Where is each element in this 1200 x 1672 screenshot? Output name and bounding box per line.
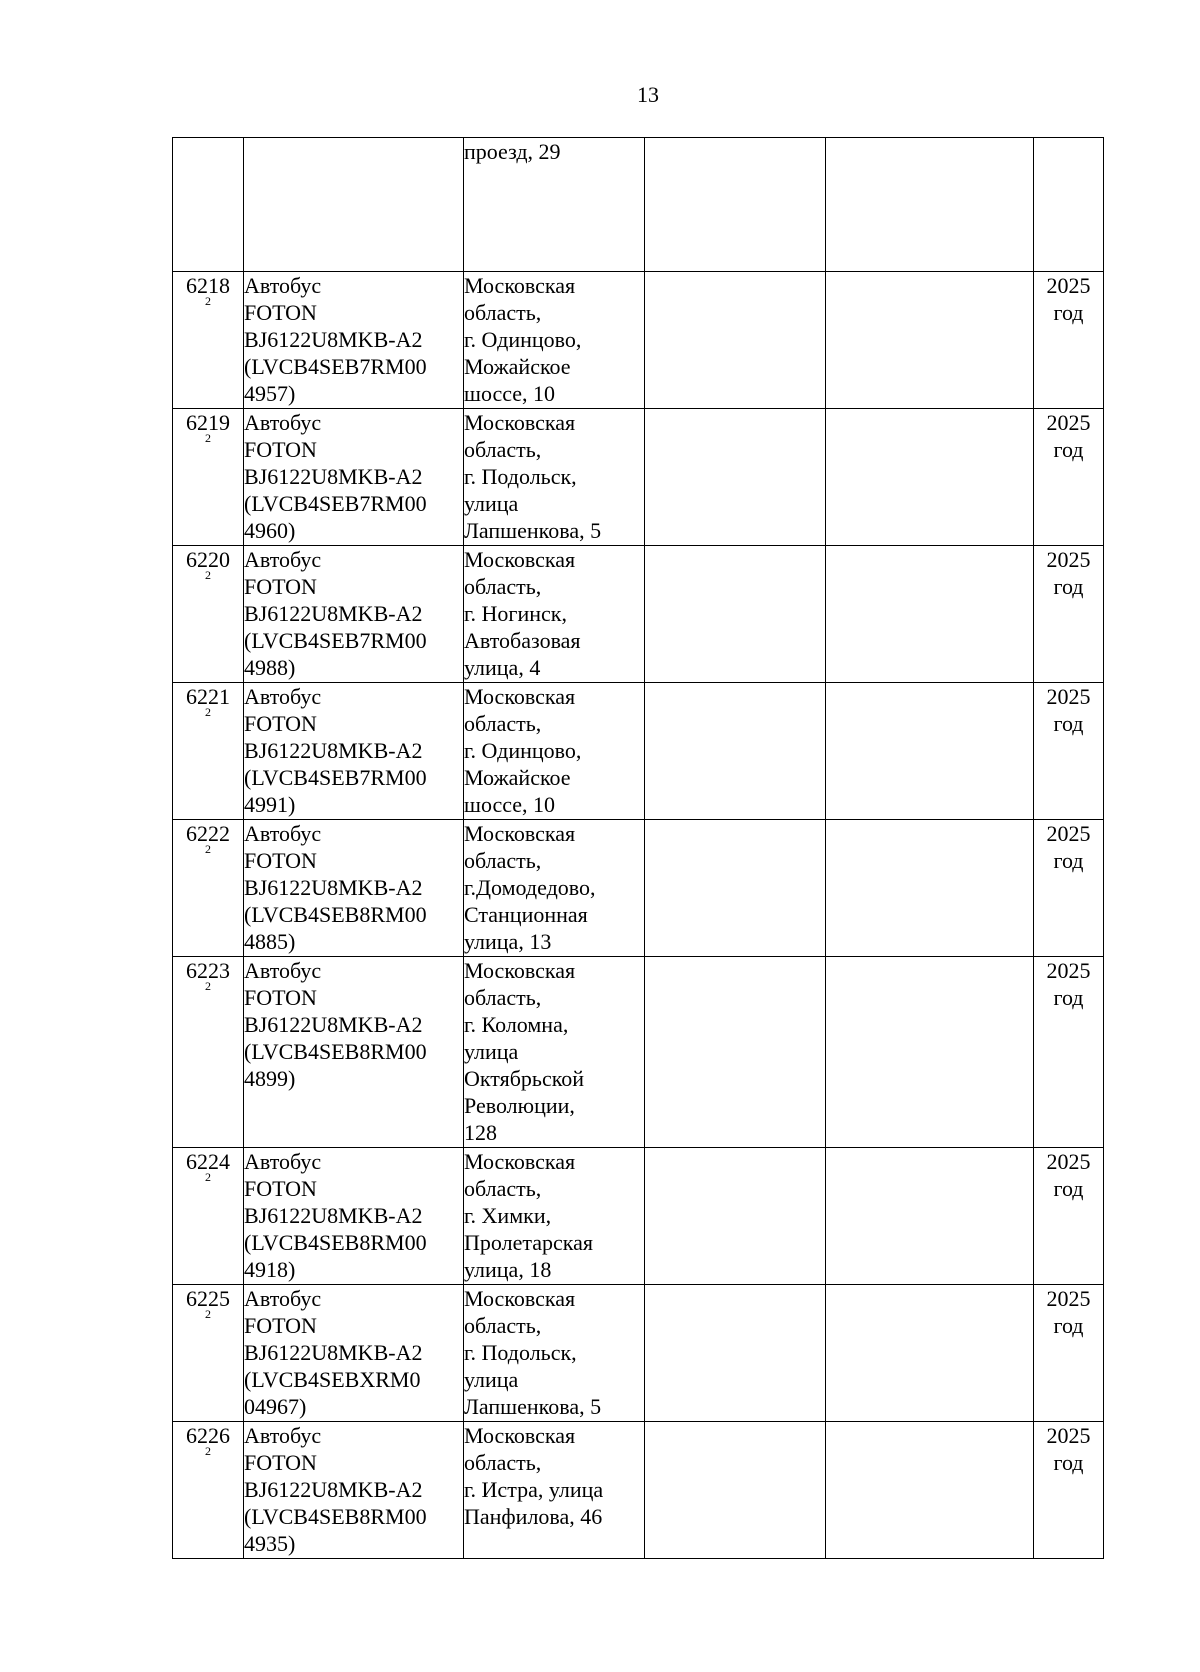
year-line: 2025 — [1046, 1423, 1091, 1448]
row-number-suffix: 2 — [205, 842, 211, 856]
vehicle-line: (LVCB4SEB7RM00 — [244, 765, 427, 790]
vehicle-line: 4918) — [244, 1257, 296, 1282]
cell-number — [173, 1285, 244, 1422]
cell-empty-2 — [826, 1148, 1034, 1285]
cell-empty-2 — [826, 546, 1034, 683]
address-line: Лапшенкова, 5 — [464, 518, 602, 543]
year-line: 2025 — [1046, 1286, 1091, 1311]
cell-year — [1034, 957, 1104, 1148]
cell-number — [173, 1422, 244, 1559]
address-line: 128 — [464, 1120, 497, 1145]
vehicle-line: Автобус — [244, 547, 322, 572]
table-row — [173, 272, 1104, 409]
cell-empty-1 — [645, 820, 826, 957]
row-number: 6222 — [186, 821, 230, 846]
cell-empty-1 — [645, 1148, 826, 1285]
address-line: г. Ногинск, — [464, 601, 567, 626]
address-line: г. Одинцово, — [464, 327, 582, 352]
vehicle-line: (LVCB4SEB8RM00 — [244, 1039, 427, 1064]
address-line: г. Химки, — [464, 1203, 552, 1228]
cell-empty-1 — [645, 683, 826, 820]
row-number-suffix: 2 — [205, 431, 211, 445]
row-number-suffix: 2 — [205, 705, 211, 719]
year-line: год — [1053, 1176, 1084, 1201]
cell-year — [1034, 409, 1104, 546]
address-line: улица, 18 — [464, 1257, 552, 1282]
vehicle-line: BJ6122U8MKB-A2 — [244, 875, 423, 900]
row-number-suffix: 2 — [205, 979, 211, 993]
table-row — [173, 1285, 1104, 1422]
cell-address — [464, 546, 645, 683]
vehicle-line: (LVCB4SEB8RM00 — [244, 1230, 427, 1255]
table-row — [173, 683, 1104, 820]
year-line: год — [1053, 711, 1084, 736]
address-line: Автобазовая — [464, 628, 581, 653]
address-line: улица — [464, 491, 519, 516]
address-line: Московская — [464, 410, 576, 435]
vehicle-line: FOTON — [244, 1176, 317, 1201]
year-line: год — [1053, 1313, 1084, 1338]
address-line: область, — [464, 574, 542, 599]
vehicle-line: 4935) — [244, 1531, 296, 1556]
year-line: год — [1053, 985, 1084, 1010]
cell-vehicle — [244, 1285, 464, 1422]
cell-vehicle — [244, 1422, 464, 1559]
cell-empty-1 — [645, 272, 826, 409]
cell-empty-1 — [645, 1422, 826, 1559]
cell-vehicle — [244, 957, 464, 1148]
vehicle-line: Автобус — [244, 1286, 322, 1311]
page-number: 13 — [637, 82, 659, 107]
cell-year — [1034, 546, 1104, 683]
table-row — [173, 1148, 1104, 1285]
address-line: Московская — [464, 547, 576, 572]
row-number-suffix: 2 — [205, 1444, 211, 1458]
cell-address — [464, 272, 645, 409]
address-line: г. Одинцово, — [464, 738, 582, 763]
cell-empty-1 — [645, 409, 826, 546]
address-line: г.Домодедово, — [464, 875, 596, 900]
cell-address — [464, 957, 645, 1148]
cell-year — [1034, 1422, 1104, 1559]
address-line: область, — [464, 300, 542, 325]
vehicle-line: BJ6122U8MKB-A2 — [244, 601, 423, 626]
vehicle-line: Автобус — [244, 410, 322, 435]
address-line: Московская — [464, 273, 576, 298]
cell-address — [464, 409, 645, 546]
vehicle-line: BJ6122U8MKB-A2 — [244, 1012, 423, 1037]
vehicle-line: (LVCB4SEBXRM0 — [244, 1367, 421, 1392]
cell-number — [173, 1148, 244, 1285]
cell-vehicle — [244, 546, 464, 683]
address-line: шоссе, 10 — [464, 381, 556, 406]
cell-year — [1034, 138, 1104, 272]
vehicle-line: (LVCB4SEB8RM00 — [244, 902, 427, 927]
cell-address — [464, 1148, 645, 1285]
vehicle-line: 4957) — [244, 381, 296, 406]
address-line: область, — [464, 711, 542, 736]
address-line: Московская — [464, 684, 576, 709]
vehicle-line: Автобус — [244, 273, 322, 298]
address-line: г. Подольск, — [464, 464, 577, 489]
vehicle-line: FOTON — [244, 848, 317, 873]
cell-empty-2 — [826, 1285, 1034, 1422]
vehicle-line: (LVCB4SEB8RM00 — [244, 1504, 427, 1529]
cell-number — [173, 820, 244, 957]
vehicle-line: BJ6122U8MKB-A2 — [244, 1203, 423, 1228]
year-line: 2025 — [1046, 958, 1091, 983]
address-line: улица — [464, 1367, 519, 1392]
vehicle-line: 04967) — [244, 1394, 307, 1419]
cell-year — [1034, 683, 1104, 820]
cell-vehicle — [244, 138, 464, 272]
vehicle-registry-table — [172, 137, 1104, 1559]
cell-empty-1 — [645, 957, 826, 1148]
cell-number — [173, 683, 244, 820]
row-number-suffix: 2 — [205, 1170, 211, 1184]
row-number: 6219 — [186, 410, 230, 435]
address-line: область, — [464, 437, 542, 462]
address-line: область, — [464, 848, 542, 873]
address-line: Московская — [464, 1423, 576, 1448]
vehicle-line: FOTON — [244, 1313, 317, 1338]
cell-address — [464, 1422, 645, 1559]
address-line: г. Истра, улица — [464, 1477, 604, 1502]
address-line: Революции, — [464, 1093, 575, 1118]
cell-address — [464, 138, 645, 272]
row-number: 6223 — [186, 958, 230, 983]
vehicle-line: 4960) — [244, 518, 296, 543]
vehicle-line: FOTON — [244, 574, 317, 599]
table-row — [173, 957, 1104, 1148]
year-line: год — [1053, 300, 1084, 325]
cell-empty-2 — [826, 409, 1034, 546]
year-line: год — [1053, 574, 1084, 599]
cell-empty-2 — [826, 683, 1034, 820]
continuation-row — [173, 138, 1104, 272]
address-line: шоссе, 10 — [464, 792, 556, 817]
address-line: область, — [464, 1450, 542, 1475]
vehicle-line: 4988) — [244, 655, 296, 680]
cell-number — [173, 957, 244, 1148]
vehicle-line: Автобус — [244, 1423, 322, 1448]
address-line: проезд, 29 — [464, 139, 561, 164]
cell-year — [1034, 1285, 1104, 1422]
vehicle-line: Автобус — [244, 821, 322, 846]
address-line: Октябрьской — [464, 1066, 585, 1091]
address-line: г. Подольск, — [464, 1340, 577, 1365]
row-number: 6220 — [186, 547, 230, 572]
cell-empty-2 — [826, 1422, 1034, 1559]
vehicle-line: FOTON — [244, 437, 317, 462]
year-line: 2025 — [1046, 410, 1091, 435]
vehicle-line: BJ6122U8MKB-A2 — [244, 1340, 423, 1365]
cell-number — [173, 409, 244, 546]
vehicle-line: 4885) — [244, 929, 296, 954]
cell-empty-2 — [826, 138, 1034, 272]
year-line: год — [1053, 848, 1084, 873]
vehicle-line: FOTON — [244, 1450, 317, 1475]
cell-vehicle — [244, 409, 464, 546]
vehicle-line: (LVCB4SEB7RM00 — [244, 354, 427, 379]
address-line: Московская — [464, 958, 576, 983]
vehicle-line: 4899) — [244, 1066, 296, 1091]
cell-year — [1034, 1148, 1104, 1285]
vehicle-line: FOTON — [244, 711, 317, 736]
vehicle-line: Автобус — [244, 684, 322, 709]
cell-empty-1 — [645, 546, 826, 683]
row-number: 6221 — [186, 684, 230, 709]
year-line: 2025 — [1046, 273, 1091, 298]
row-number: 6224 — [186, 1149, 230, 1174]
year-line: 2025 — [1046, 1149, 1091, 1174]
cell-vehicle — [244, 683, 464, 820]
year-line: 2025 — [1046, 821, 1091, 846]
vehicle-line: (LVCB4SEB7RM00 — [244, 628, 427, 653]
year-line: год — [1053, 437, 1084, 462]
table-row — [173, 1422, 1104, 1559]
vehicle-line: Автобус — [244, 1149, 322, 1174]
address-line: Можайское — [464, 765, 571, 790]
address-line: улица — [464, 1039, 519, 1064]
year-line: 2025 — [1046, 684, 1091, 709]
address-line: Московская — [464, 821, 576, 846]
address-line: Станционная — [464, 902, 588, 927]
year-line: год — [1053, 1450, 1084, 1475]
year-line: 2025 — [1046, 547, 1091, 572]
cell-empty-1 — [645, 1285, 826, 1422]
address-line: улица, 13 — [464, 929, 552, 954]
cell-year — [1034, 272, 1104, 409]
cell-number — [173, 272, 244, 409]
address-line: улица, 4 — [464, 655, 541, 680]
address-line: Лапшенкова, 5 — [464, 1394, 602, 1419]
cell-vehicle — [244, 1148, 464, 1285]
address-line: Панфилова, 46 — [464, 1504, 603, 1529]
vehicle-line: FOTON — [244, 985, 317, 1010]
cell-empty-2 — [826, 272, 1034, 409]
cell-year — [1034, 820, 1104, 957]
vehicle-line: Автобус — [244, 958, 322, 983]
table-row — [173, 546, 1104, 683]
address-line: Пролетарская — [464, 1230, 593, 1255]
address-line: г. Коломна, — [464, 1012, 569, 1037]
vehicle-line: BJ6122U8MKB-A2 — [244, 1477, 423, 1502]
vehicle-line: BJ6122U8MKB-A2 — [244, 464, 423, 489]
cell-empty-2 — [826, 820, 1034, 957]
table-row — [173, 409, 1104, 546]
address-line: Можайское — [464, 354, 571, 379]
cell-number — [173, 546, 244, 683]
cell-address — [464, 683, 645, 820]
row-number: 6218 — [186, 273, 230, 298]
row-number: 6226 — [186, 1423, 230, 1448]
cell-vehicle — [244, 820, 464, 957]
cell-number — [173, 138, 244, 272]
cell-empty-1 — [645, 138, 826, 272]
row-number: 6225 — [186, 1286, 230, 1311]
address-line: Московская — [464, 1286, 576, 1311]
row-number-suffix: 2 — [205, 568, 211, 582]
vehicle-line: BJ6122U8MKB-A2 — [244, 327, 423, 352]
address-line: область, — [464, 1176, 542, 1201]
table-row — [173, 820, 1104, 957]
address-line: область, — [464, 985, 542, 1010]
row-number-suffix: 2 — [205, 294, 211, 308]
vehicle-line: (LVCB4SEB7RM00 — [244, 491, 427, 516]
cell-vehicle — [244, 272, 464, 409]
cell-address — [464, 820, 645, 957]
vehicle-line: 4991) — [244, 792, 296, 817]
vehicle-line: BJ6122U8MKB-A2 — [244, 738, 423, 763]
cell-empty-2 — [826, 957, 1034, 1148]
cell-address — [464, 1285, 645, 1422]
row-number-suffix: 2 — [205, 1307, 211, 1321]
address-line: область, — [464, 1313, 542, 1338]
address-line: Московская — [464, 1149, 576, 1174]
vehicle-line: FOTON — [244, 300, 317, 325]
